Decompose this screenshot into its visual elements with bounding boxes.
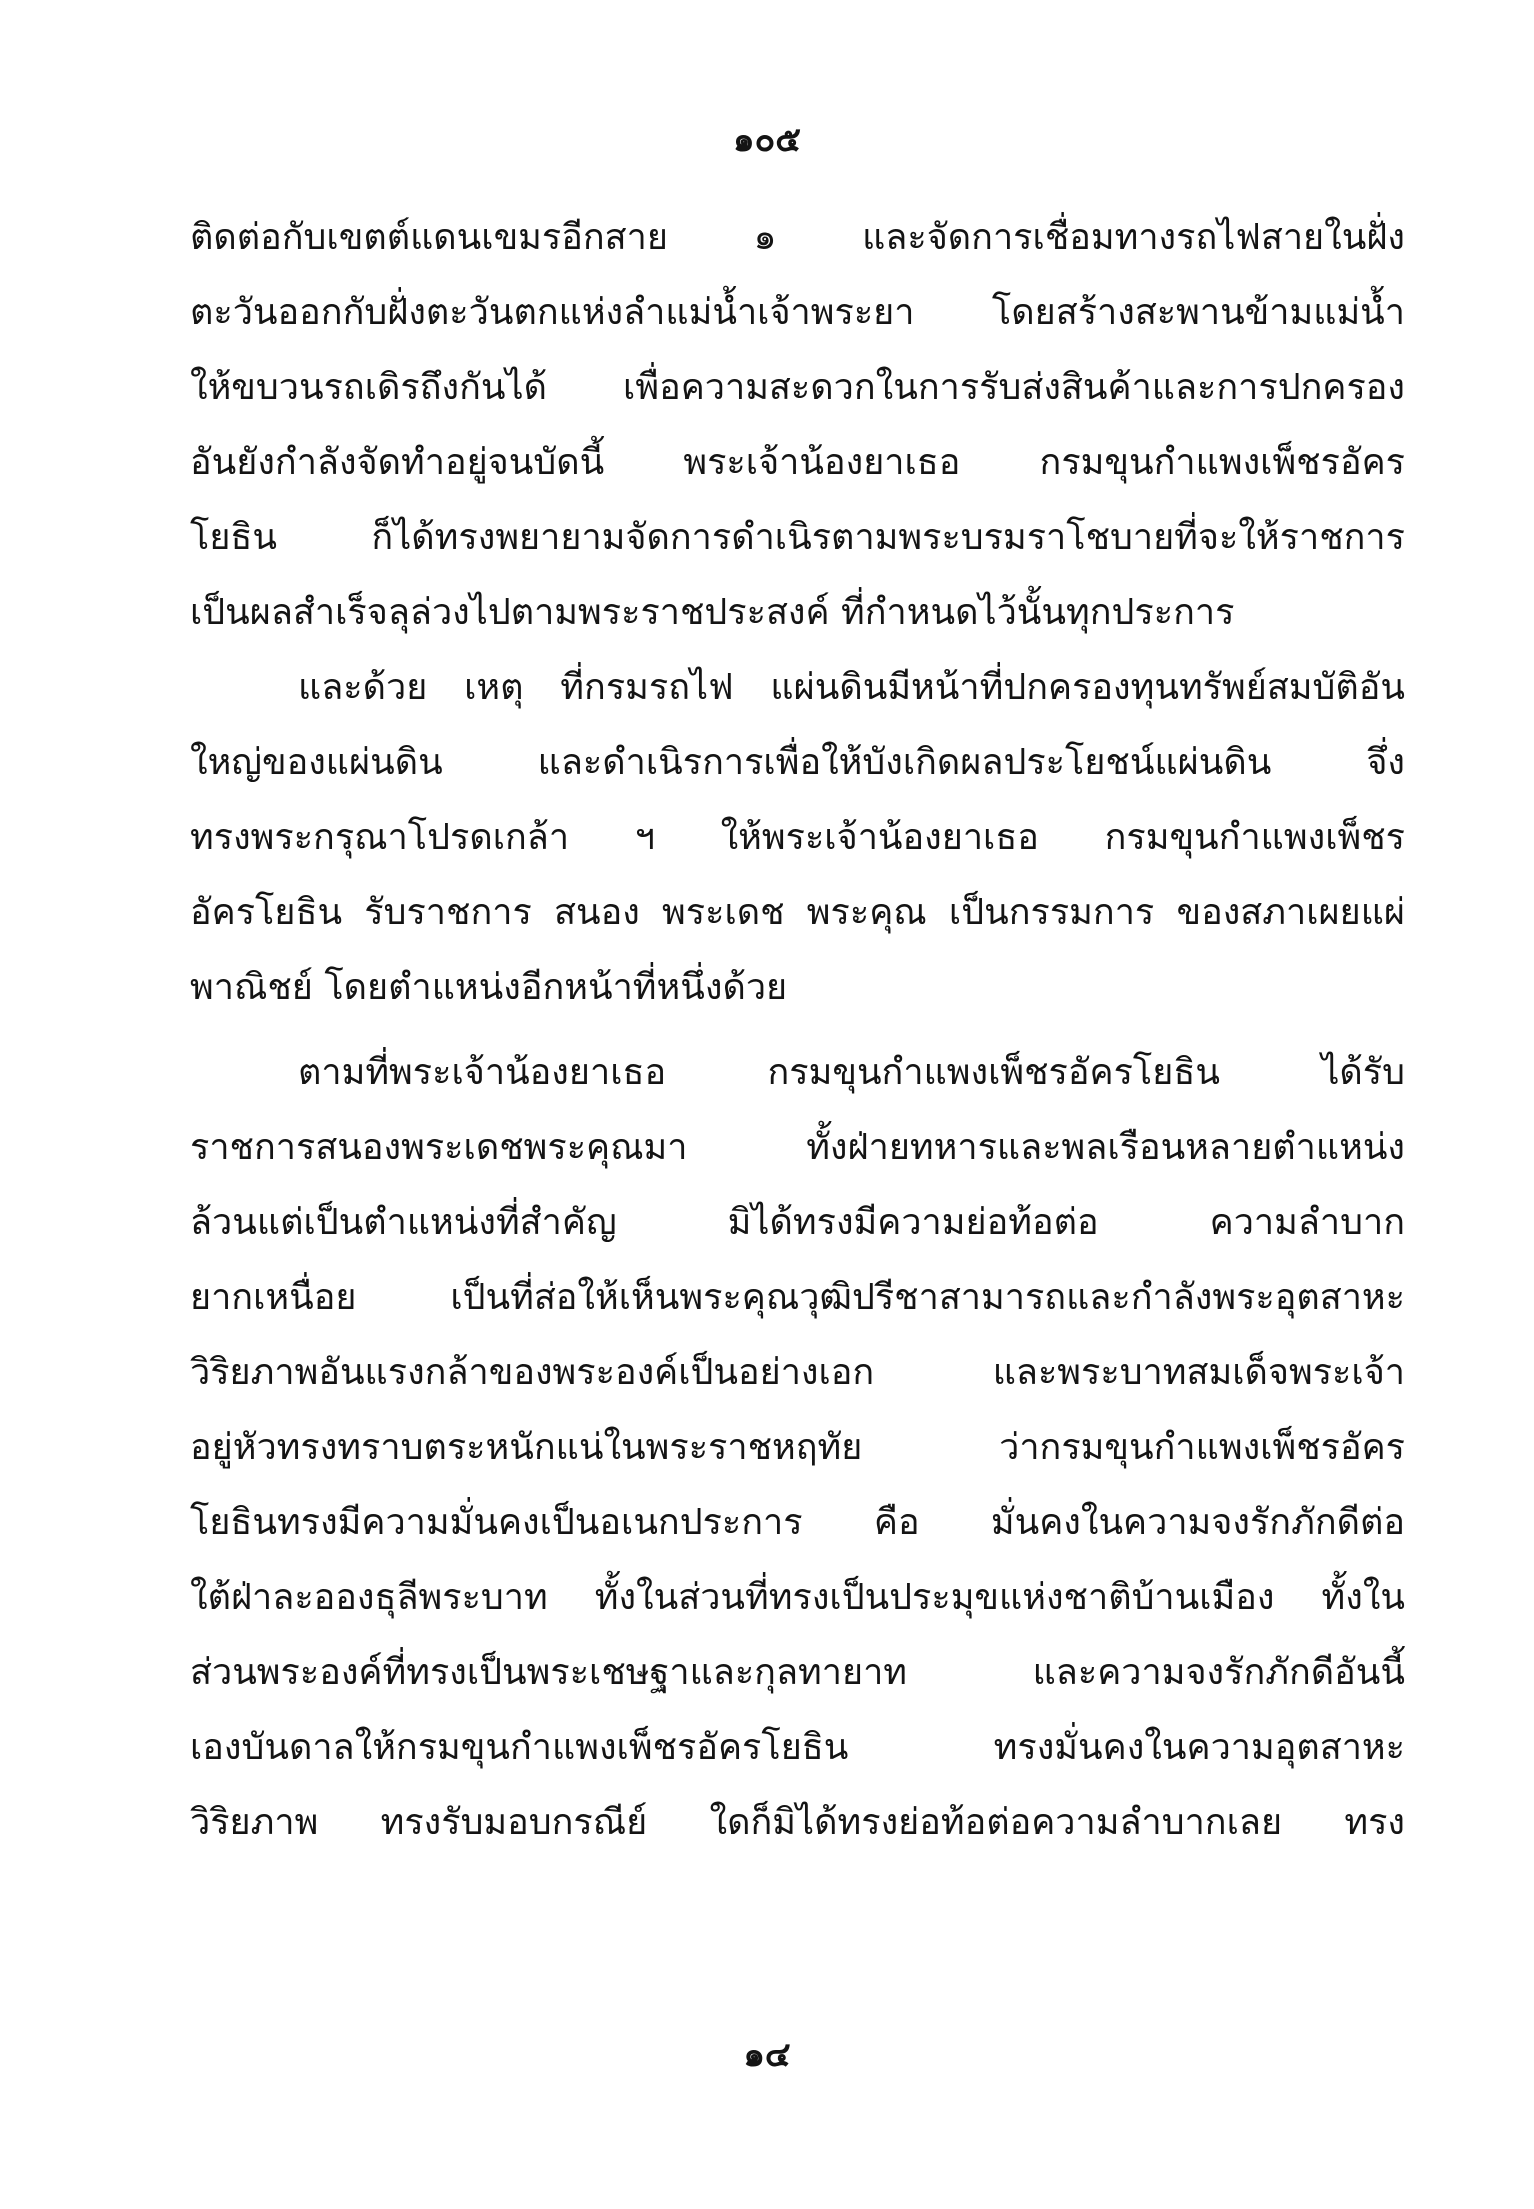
page-number-top: ๑๐๕: [732, 120, 802, 160]
text-line: ยากเหนื่อย เป็นที่ส่อให้เห็นพระคุณวุฒิปรีชาสามารถและกำลังพระอุตสาหะ: [190, 1277, 1405, 1318]
paragraph-3: [190, 1035, 1405, 1860]
text-line: โยธินทรงมีความมั่นคงเป็นอเนกประการ คือ มั่นคงในความจงรักภักดีต่อ: [190, 1502, 1405, 1543]
page-number-bottom: ๑๔: [743, 2035, 791, 2075]
text-line: อันยังกำลังจัดทำอยู่จนบัดนี้ พระเจ้าน้องยาเธอ กรมขุนกำแพงเพ็ชรอัคร: [190, 442, 1405, 483]
text-line: และด้วย เหตุ ที่กรมรถไฟ แผ่นดินมีหน้าที่ปกครองทุนทรัพย์สมบัติอัน: [298, 667, 1405, 708]
text-line: ราชการสนองพระเดชพระคุณมา ทั้งฝ่ายทหารและพลเรือนหลายตำแหน่ง: [190, 1127, 1405, 1168]
text-line: อัครโยธิน รับราชการ สนอง พระเดช พระคุณ เป็นกรรมการ ของสภาเผยแผ่: [190, 892, 1405, 933]
text-line: ตามที่พระเจ้าน้องยาเธอ กรมขุนกำแพงเพ็ชรอัครโยธิน ได้รับ: [298, 1052, 1405, 1093]
text-line: ให้ขบวนรถเดิรถึงกันได้ เพื่อความสะดวกในการรับส่งสินค้าและการปกครอง: [190, 367, 1405, 408]
text-line: โยธิน ก็ได้ทรงพยายามจัดการดำเนิรตามพระบรมราโชบายที่จะให้ราชการ: [190, 517, 1405, 558]
paragraph-1: [190, 200, 1405, 650]
text-line: ใต้ฝ่าละอองธุลีพระบาท ทั้งในส่วนที่ทรงเป็นประมุขแห่งชาติบ้านเมือง ทั้งใน: [190, 1577, 1405, 1618]
text-line: ติดต่อกับเขตต์แดนเขมรอีกสาย ๑ และจัดการเชื่อมทางรถไฟสายในฝั่ง: [190, 217, 1405, 258]
text-line: ตะวันออกกับฝั่งตะวันตกแห่งลำแม่น้ำเจ้าพระยา โดยสร้างสะพานข้ามแม่น้ำ: [190, 292, 1405, 333]
text-line: ใหญ่ของแผ่นดิน และดำเนิรการเพื่อให้บังเกิดผลประโยชน์แผ่นดิน จึ่ง: [190, 742, 1405, 783]
text-line: วิริยภาพอันแรงกล้าของพระองค์เป็นอย่างเอก และพระบาทสมเด็จพระเจ้า: [190, 1352, 1405, 1393]
body-text: [190, 200, 1405, 1860]
text-line: ทรงพระกรุณาโปรดเกล้า ฯ ให้พระเจ้าน้องยาเธอ กรมขุนกำแพงเพ็ชร: [190, 817, 1405, 858]
text-line: ล้วนแต่เป็นตำแหน่งที่สำคัญ มิได้ทรงมีความย่อท้อต่อ ความลำบาก: [190, 1202, 1405, 1243]
text-line: เองบันดาลให้กรมขุนกำแพงเพ็ชรอัครโยธิน ทรงมั่นคงในความอุตสาหะ: [190, 1727, 1405, 1768]
text-line: พาณิชย์ โดยตำแหน่งอีกหน้าที่หนึ่งด้วย: [190, 967, 788, 1008]
text-line: เป็นผลสำเร็จลุล่วงไปตามพระราชประสงค์ ที่กำหนดไว้นั้นทุกประการ: [190, 592, 1235, 633]
paragraph-2: [190, 650, 1405, 1025]
text-line: ส่วนพระองค์ที่ทรงเป็นพระเชษฐาและกุลทายาท และความจงรักภักดีอันนี้: [190, 1652, 1405, 1693]
text-line: วิริยภาพ ทรงรับมอบกรณีย์ ใดก็มิได้ทรงย่อท้อต่อความลำบากเลย ทรง: [190, 1802, 1405, 1843]
text-line: อยู่หัวทรงทราบตระหนักแน่ในพระราชหฤทัย ว่ากรมขุนกำแพงเพ็ชรอัคร: [190, 1427, 1405, 1468]
paragraph-gap: [190, 1025, 1405, 1035]
